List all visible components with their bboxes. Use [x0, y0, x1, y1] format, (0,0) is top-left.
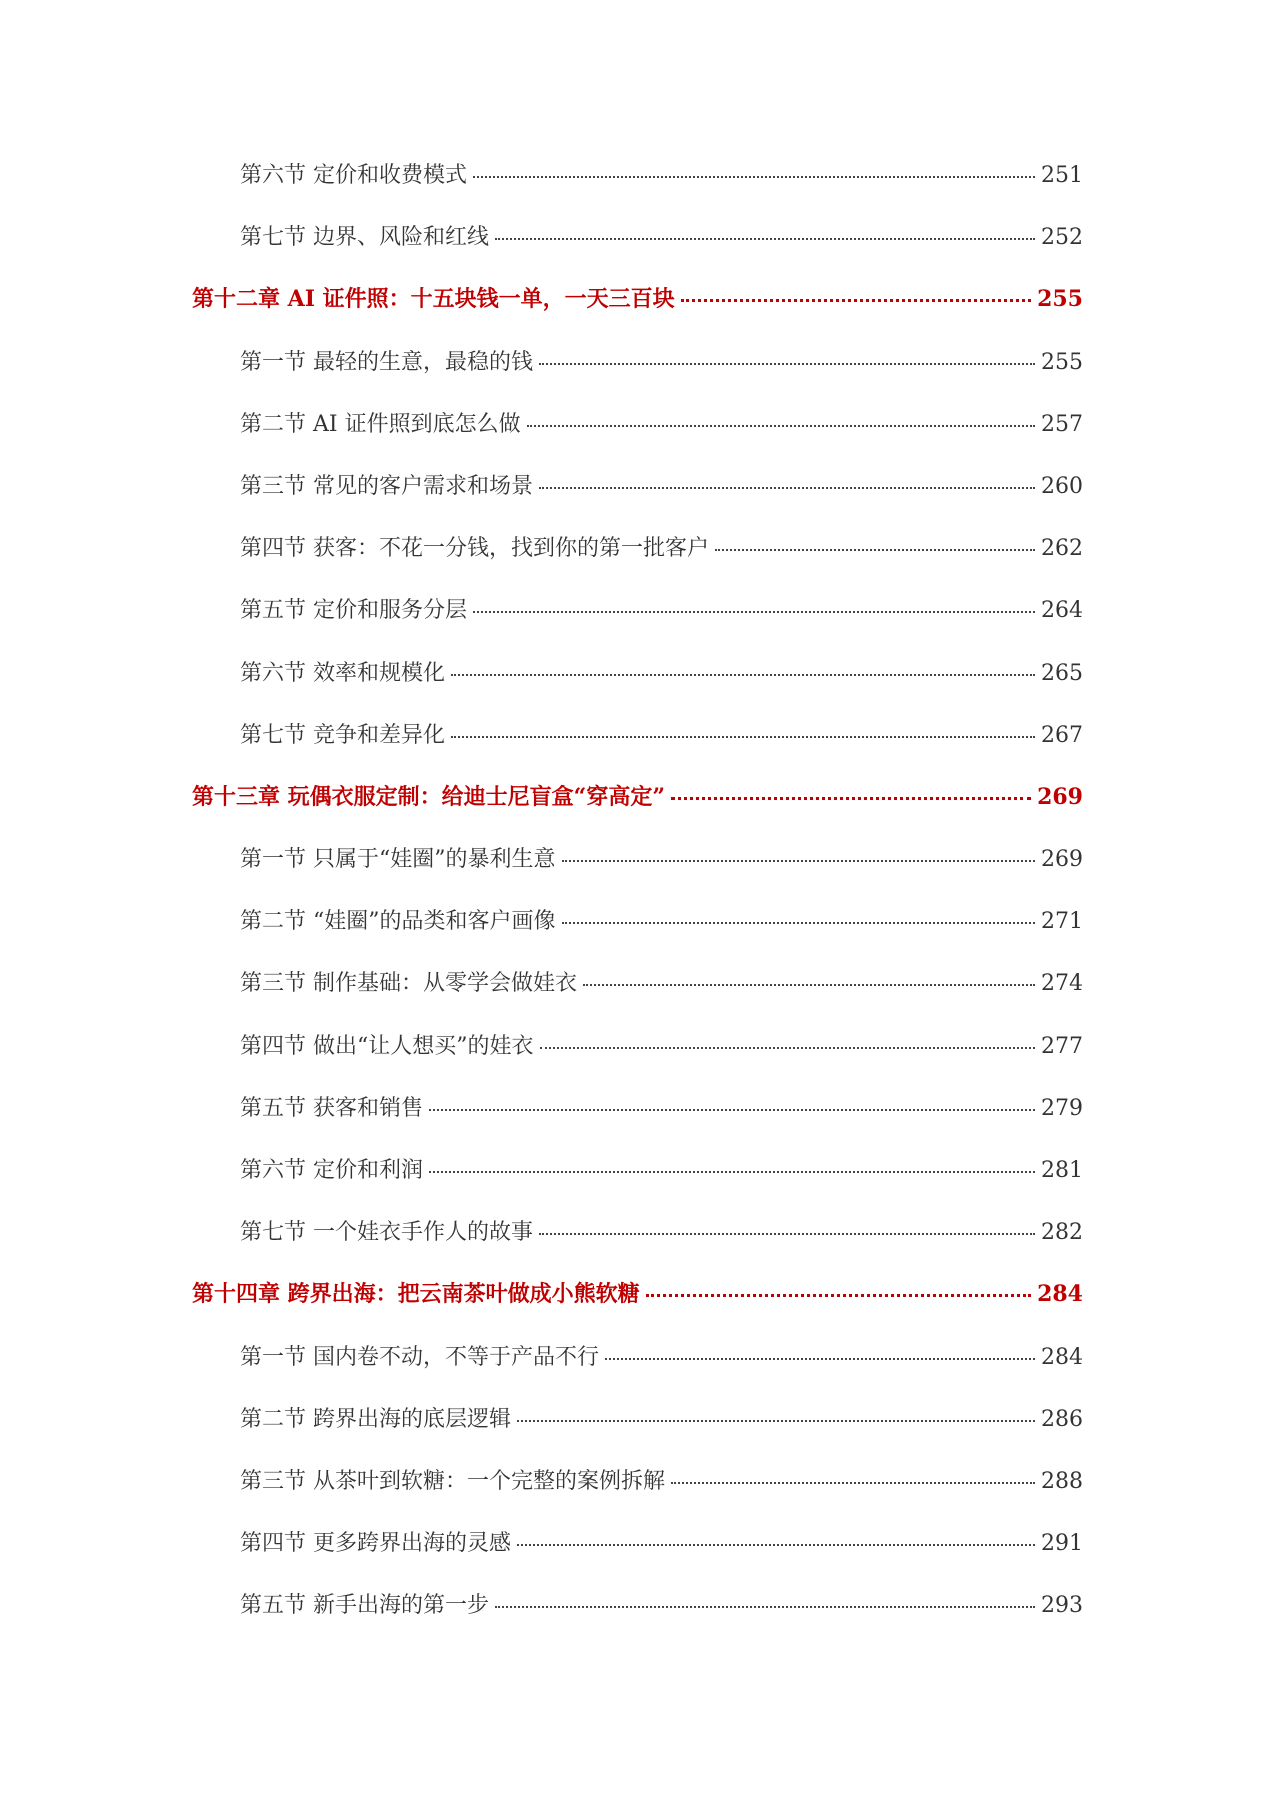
toc-section-entry[interactable]	[0, 966, 1273, 1028]
toc-section-entry[interactable]	[0, 407, 1273, 469]
toc-section-entry[interactable]	[0, 1464, 1273, 1526]
dot-leader	[527, 425, 1035, 427]
toc-section-entry[interactable]	[0, 718, 1273, 780]
dot-leader	[715, 549, 1035, 551]
dot-leader	[583, 984, 1035, 986]
page-number: 251	[1041, 163, 1083, 188]
section-title: 第一节 最轻的生意，最稳的钱	[240, 349, 533, 375]
dot-leader	[540, 1047, 1036, 1049]
dot-leader	[539, 363, 1035, 365]
toc-section-entry[interactable]	[0, 1153, 1273, 1215]
toc-section-entry[interactable]	[0, 842, 1273, 904]
section-title: 第六节 定价和收费模式	[240, 163, 467, 188]
toc-section-entry[interactable]	[0, 656, 1273, 718]
toc-section-entry[interactable]	[0, 1029, 1273, 1091]
page-number: 257	[1041, 411, 1083, 437]
section-title: 第六节 效率和规模化	[240, 660, 445, 686]
page-number: 291	[1041, 1531, 1083, 1557]
section-title: 第三节 常见的客户需求和场景	[240, 473, 533, 499]
table-of-contents	[0, 158, 1273, 1651]
section-title: 第一节 只属于“娃圈”的暴利生意	[240, 847, 556, 873]
section-title: 第四节 更多跨界出海的灵感	[240, 1531, 511, 1557]
chapter-title: 第十三章 玩偶衣服定制：给迪士尼盲盒“穿高定”	[192, 783, 665, 810]
dot-leader	[473, 176, 1035, 178]
dot-leader	[473, 611, 1035, 613]
dot-leader	[671, 1482, 1035, 1484]
dot-leader	[495, 1606, 1035, 1608]
toc-section-entry[interactable]	[0, 531, 1273, 593]
page-number: 271	[1041, 909, 1083, 935]
page-number: 282	[1041, 1220, 1083, 1246]
page-number: 269	[1041, 847, 1083, 873]
dot-leader	[562, 860, 1036, 862]
toc-section-entry[interactable]	[0, 1588, 1273, 1650]
page-number: 260	[1041, 473, 1083, 499]
dot-leader	[539, 487, 1035, 489]
dot-leader	[429, 1109, 1035, 1111]
section-title: 第五节 获客和销售	[240, 1095, 423, 1121]
section-title: 第五节 定价和服务分层	[240, 598, 467, 624]
page-number: 288	[1041, 1468, 1083, 1494]
page-number: 284	[1041, 1344, 1083, 1370]
page-number: 255	[1041, 349, 1083, 375]
chapter-title: 第十二章 AI 证件照：十五块钱一单，一天三百块	[192, 286, 675, 313]
dot-leader	[646, 1294, 1031, 1297]
page-number: 286	[1041, 1406, 1083, 1432]
toc-chapter-entry[interactable]	[0, 780, 1273, 842]
dot-leader	[451, 736, 1035, 738]
chapter-title: 第十四章 跨界出海：把云南茶叶做成小熊软糖	[192, 1281, 640, 1308]
page-number: 262	[1041, 536, 1083, 562]
section-title: 第二节 AI 证件照到底怎么做	[240, 411, 521, 437]
toc-section-entry[interactable]	[0, 158, 1273, 220]
section-title: 第二节 跨界出海的底层逻辑	[240, 1406, 511, 1432]
page-number: 284	[1037, 1281, 1083, 1308]
page-number: 264	[1041, 598, 1083, 624]
toc-chapter-entry[interactable]	[0, 282, 1273, 344]
page-number: 267	[1041, 722, 1083, 748]
section-title: 第四节 获客：不花一分钱，找到你的第一批客户	[240, 536, 709, 562]
toc-section-entry[interactable]	[0, 469, 1273, 531]
toc-section-entry[interactable]	[0, 1340, 1273, 1402]
toc-section-entry[interactable]	[0, 1215, 1273, 1277]
section-title: 第五节 新手出海的第一步	[240, 1593, 489, 1619]
page-number: 265	[1041, 660, 1083, 686]
dot-leader	[605, 1358, 1035, 1360]
dot-leader	[671, 797, 1031, 800]
toc-section-entry[interactable]	[0, 1091, 1273, 1153]
page-number: 277	[1041, 1033, 1083, 1059]
section-title: 第七节 一个娃衣手作人的故事	[240, 1220, 533, 1246]
section-title: 第三节 从茶叶到软糖：一个完整的案例拆解	[240, 1468, 665, 1494]
page-number: 281	[1041, 1158, 1083, 1183]
page-number: 255	[1037, 286, 1083, 313]
section-title: 第七节 边界、风险和红线	[240, 225, 489, 251]
toc-section-entry[interactable]	[0, 904, 1273, 966]
toc-section-entry[interactable]	[0, 345, 1273, 407]
section-title: 第二节 “娃圈”的品类和客户画像	[240, 909, 556, 935]
toc-section-entry[interactable]	[0, 1402, 1273, 1464]
toc-section-entry[interactable]	[0, 1526, 1273, 1588]
section-title: 第三节 制作基础：从零学会做娃衣	[240, 971, 577, 997]
page-number: 293	[1041, 1593, 1083, 1619]
section-title: 第六节 定价和利润	[240, 1158, 423, 1183]
page-number: 252	[1041, 225, 1083, 251]
dot-leader	[517, 1420, 1035, 1422]
page-number: 269	[1037, 783, 1083, 810]
toc-section-entry[interactable]	[0, 593, 1273, 655]
page-number: 274	[1041, 971, 1083, 997]
toc-chapter-entry[interactable]	[0, 1277, 1273, 1339]
dot-leader	[495, 238, 1035, 240]
section-title: 第七节 竞争和差异化	[240, 722, 445, 748]
section-title: 第四节 做出“让人想买”的娃衣	[240, 1033, 534, 1059]
toc-section-entry[interactable]	[0, 220, 1273, 282]
section-title: 第一节 国内卷不动，不等于产品不行	[240, 1344, 599, 1370]
dot-leader	[681, 299, 1031, 302]
dot-leader	[562, 922, 1036, 924]
dot-leader	[517, 1544, 1035, 1546]
page-number: 279	[1041, 1095, 1083, 1121]
dot-leader	[451, 674, 1035, 676]
dot-leader	[429, 1171, 1035, 1173]
dot-leader	[539, 1233, 1035, 1235]
